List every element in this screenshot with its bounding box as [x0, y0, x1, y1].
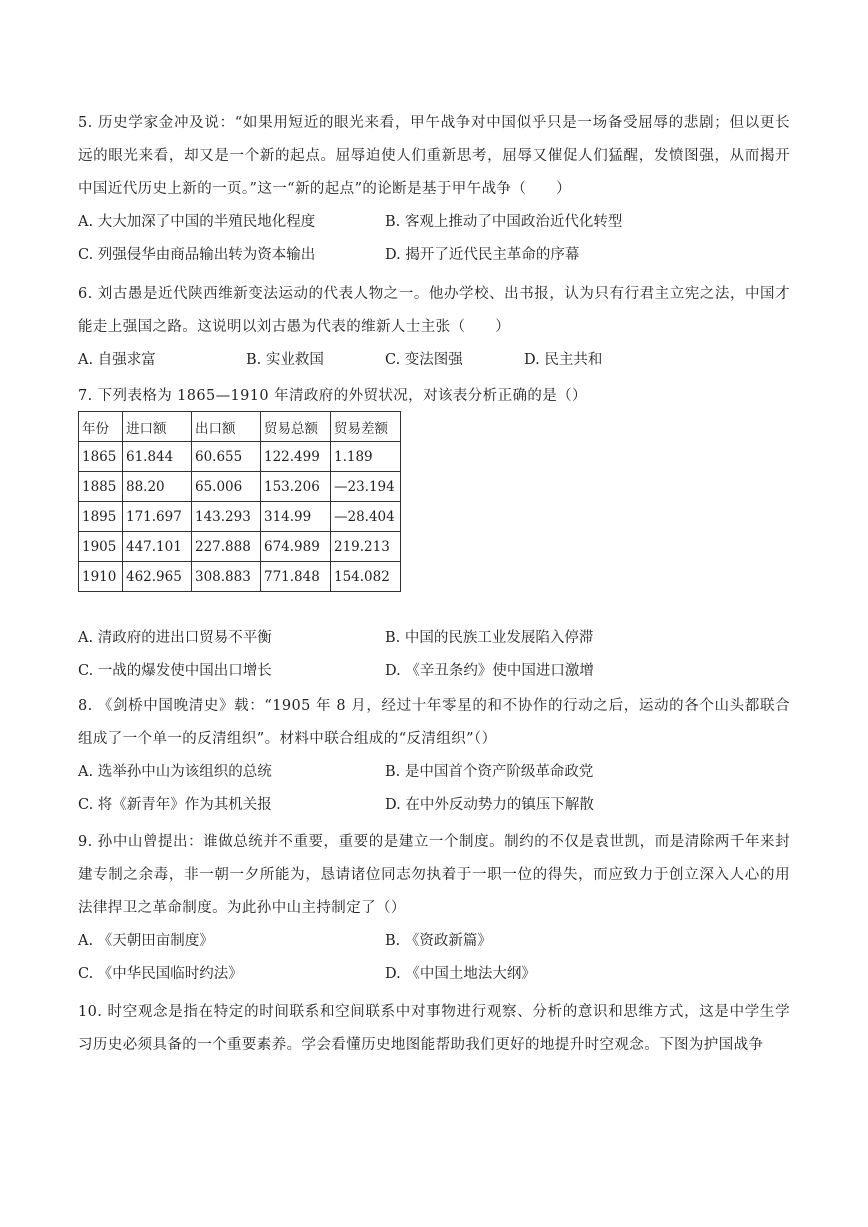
table-cell: 153.206 — [261, 472, 331, 502]
table-row — [79, 472, 401, 502]
table-cell: 122.499 — [261, 442, 331, 472]
table-header-cell: 贸易总额 — [261, 412, 331, 442]
table-cell: 60.655 — [192, 442, 261, 472]
question-6-option-c[interactable]: C. 变法图强 — [385, 352, 463, 368]
question-10 — [78, 996, 790, 1062]
question-9-option-a[interactable]: A. 《天朝田亩制度》 — [78, 933, 214, 949]
question-5-option-a[interactable]: A. 大大加深了中国的半殖民地化程度 — [78, 214, 316, 230]
question-7-options-row-2 — [78, 655, 790, 688]
table-cell: 154.082 — [331, 562, 401, 592]
table-cell: —23.194 — [331, 472, 401, 502]
table-cell: 219.213 — [331, 532, 401, 562]
question-8 — [78, 690, 790, 822]
question-5-options-row-1 — [78, 206, 790, 239]
question-8-option-c[interactable]: C. 将《新青年》作为其机关报 — [78, 797, 272, 813]
table-cell: 171.697 — [123, 502, 192, 532]
question-9-option-c[interactable]: C. 《中华民国临时约法》 — [78, 966, 243, 982]
question-9-option-d[interactable]: D. 《中国土地法大纲》 — [385, 966, 536, 982]
question-7-options-row-1 — [78, 622, 790, 655]
question-5-options-row-2 — [78, 239, 790, 272]
table-cell: 447.101 — [123, 532, 192, 562]
table-header-cell: 年份 — [79, 412, 123, 442]
question-5-stem: 5. 历史学家金冲及说：“如果用短近的眼光来看，甲午战争对中国似乎只是一场备受屈辱的悲剧；但以更长远的眼光来看，却又是一个新的起点。屈辱迫使人们重新思考，屈辱又催促人们猛醒，发愤图强，从而揭开中国近代历史上新的一页。”这一“新的起点”的论断是基于甲午战争（ ） — [78, 115, 790, 197]
table-cell: 1910 — [79, 562, 123, 592]
question-8-option-a[interactable]: A. 选举孙中山为该组织的总统 — [78, 764, 272, 780]
table-header-row — [79, 412, 401, 442]
question-8-options-row-2 — [78, 789, 790, 822]
table-header-cell: 进口额 — [123, 412, 192, 442]
table-cell: 308.883 — [192, 562, 261, 592]
question-6-option-b[interactable]: B. 实业救国 — [246, 352, 324, 368]
table-cell: 462.965 — [123, 562, 192, 592]
table-cell: 1865 — [79, 442, 123, 472]
table-cell: 771.848 — [261, 562, 331, 592]
question-5-option-c[interactable]: C. 列强侵华由商品输出转为资本输出 — [78, 247, 316, 263]
table-header-cell: 出口额 — [192, 412, 261, 442]
question-7-option-c[interactable]: C. 一战的爆发使中国出口增长 — [78, 663, 272, 679]
table-cell: 61.844 — [123, 442, 192, 472]
table-cell: 1895 — [79, 502, 123, 532]
table-cell: —28.404 — [331, 502, 401, 532]
question-9-stem: 9. 孙中山曾提出：谁做总统并不重要，重要的是建立一个制度。制约的不仅是袁世凯，而是清除两千年来封建专制之余毒，非一朝一夕所能为，恳请诸位同志勿执着于一职一位的得失，而应致力于创立深入人心的用法律捍卫之革命制度。为此孙中山主持制定了（） — [78, 834, 790, 916]
question-6-stem: 6. 刘古愚是近代陕西维新变法运动的代表人物之一。他办学校、出书报，认为只有行君主立宪之法，中国才能走上强国之路。这说明以刘古愚为代表的维新人士主张（ ） — [78, 286, 790, 335]
question-8-stem: 8. 《剑桥中国晚清史》载：“1905 年 8 月，经过十年零星的和不协作的行动之后，运动的各个山头都联合组成了一个单一的反清组织”。材料中联合组成的“反清组织”（） — [78, 698, 790, 747]
question-5-option-b[interactable]: B. 客观上推动了中国政治近代化转型 — [385, 214, 623, 230]
question-7-option-a[interactable]: A. 清政府的进出口贸易不平衡 — [78, 630, 272, 646]
table-cell: 1885 — [79, 472, 123, 502]
question-8-option-b[interactable]: B. 是中国首个资产阶级革命政党 — [385, 764, 594, 780]
question-5-option-d[interactable]: D. 揭开了近代民主革命的序幕 — [385, 247, 580, 263]
question-7-stem-block — [78, 380, 790, 413]
question-9-options-row-1 — [78, 925, 790, 958]
table-cell: 314.99 — [261, 502, 331, 532]
table-cell: 88.20 — [123, 472, 192, 502]
question-6-options — [78, 344, 790, 377]
question-7-option-d[interactable]: D. 《辛丑条约》使中国进口激增 — [385, 663, 594, 679]
table-header-cell: 贸易差额 — [331, 412, 401, 442]
table-cell: 1.189 — [331, 442, 401, 472]
question-7-stem: 7. 下列表格为 1865—1910 年清政府的外贸状况，对该表分析正确的是（） — [78, 388, 587, 404]
table-row — [79, 532, 401, 562]
trade-table — [78, 411, 401, 592]
question-6-option-a[interactable]: A. 自强求富 — [78, 352, 156, 368]
question-9-option-b[interactable]: B. 《资政新篇》 — [385, 933, 492, 949]
table-row — [79, 502, 401, 532]
question-7-options — [78, 622, 790, 688]
question-6 — [78, 278, 790, 377]
question-6-option-d[interactable]: D. 民主共和 — [524, 352, 603, 368]
table-row — [79, 562, 401, 592]
table-cell: 227.888 — [192, 532, 261, 562]
table-row — [79, 442, 401, 472]
table-cell: 65.006 — [192, 472, 261, 502]
question-5 — [78, 107, 790, 272]
table-cell: 1905 — [79, 532, 123, 562]
question-9-options-row-2 — [78, 958, 790, 991]
question-8-option-d[interactable]: D. 在中外反动势力的镇压下解散 — [385, 797, 594, 813]
table-cell: 674.989 — [261, 532, 331, 562]
question-7-option-b[interactable]: B. 中国的民族工业发展陷入停滞 — [385, 630, 594, 646]
table-cell: 143.293 — [192, 502, 261, 532]
question-8-options-row-1 — [78, 756, 790, 789]
question-10-stem: 10. 时空观念是指在特定的时间联系和空间联系中对事物进行观察、分析的意识和思维方式，这是中学生学习历史必须具备的一个重要素养。学会看懂历史地图能帮助我们更好的地提升时空观念。下图为护国战争 — [78, 1004, 790, 1053]
question-9 — [78, 826, 790, 991]
